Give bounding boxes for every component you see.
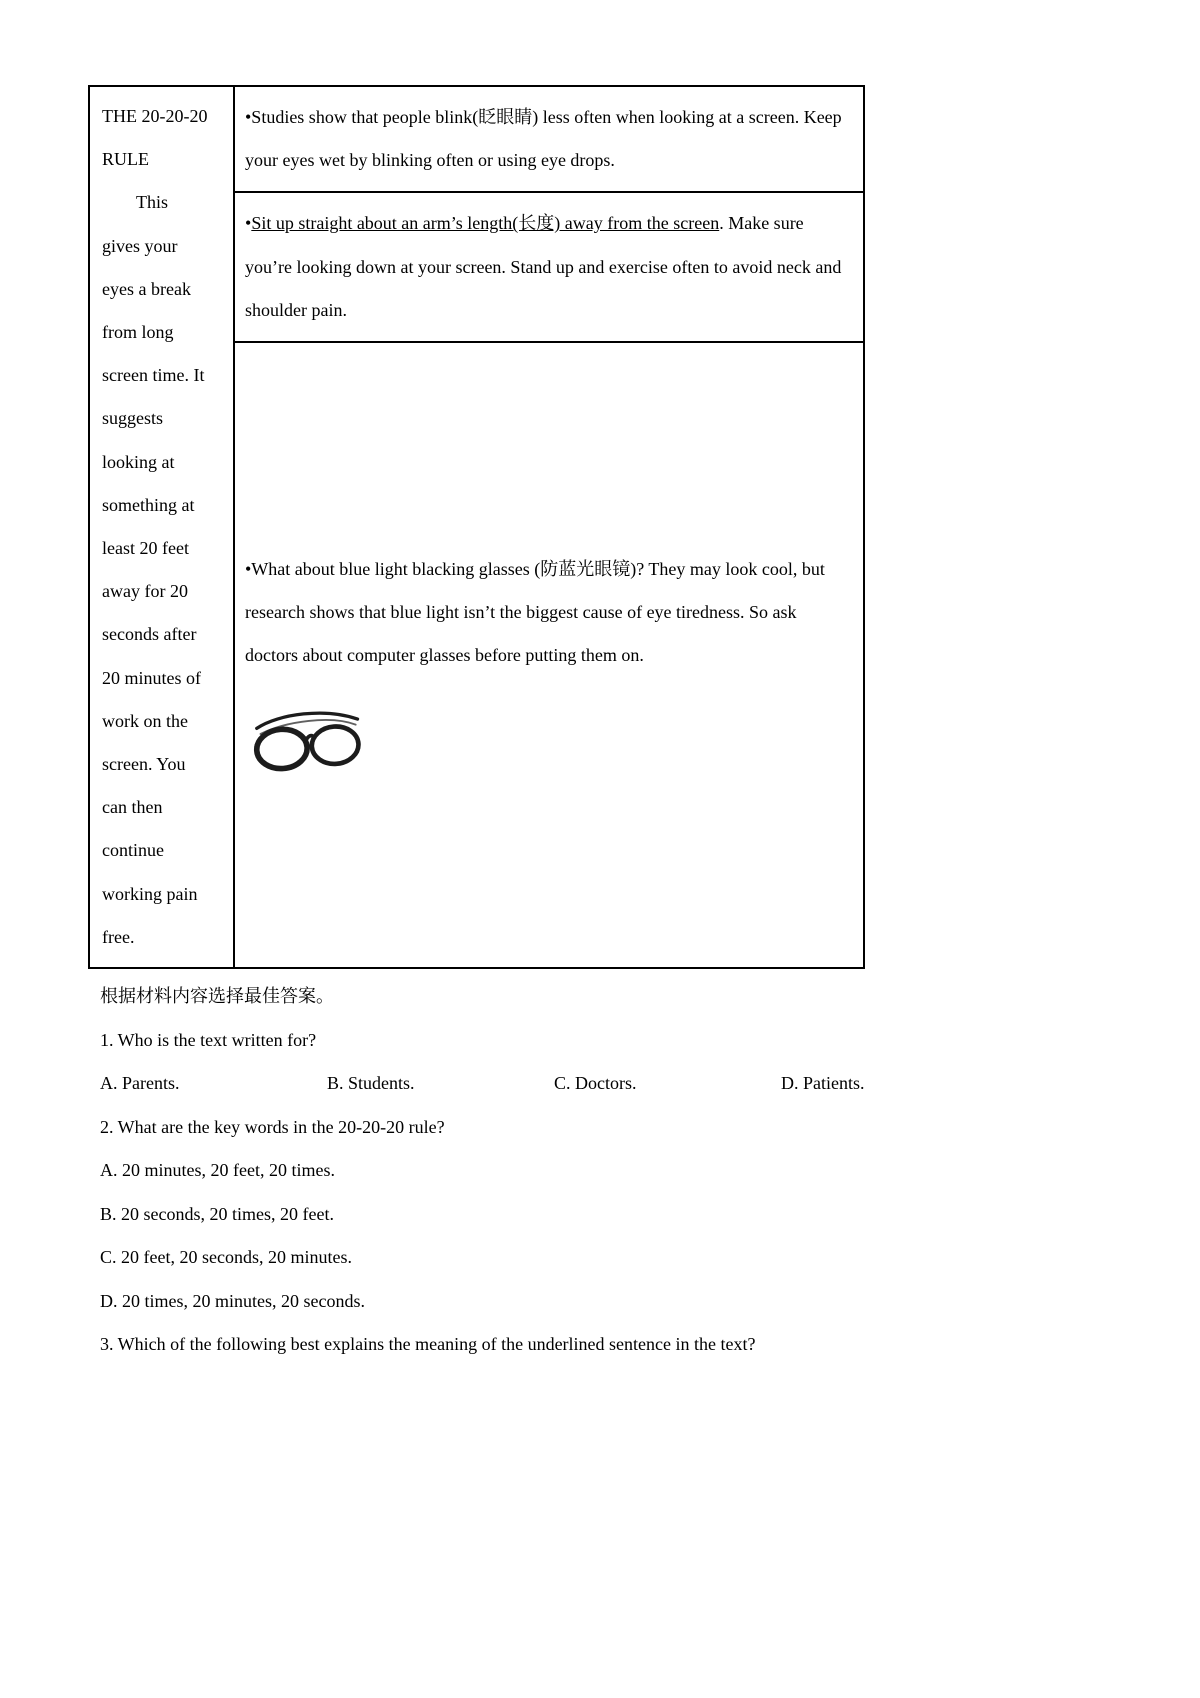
rule-text-line: least 20 feet	[102, 538, 189, 559]
question-1-options	[100, 1062, 1088, 1106]
option-c: C. Doctors.	[554, 1073, 637, 1094]
tip-glasses-item	[235, 341, 863, 967]
rule-text-line: working pain	[102, 883, 198, 904]
rule-text-line: screen. You	[102, 754, 186, 775]
glasses-icon	[253, 686, 849, 782]
tip-blink-text: •Studies show that people blink(眨眼睛) less often when looking at a screen. Keep your eyes wet by blinking often or using eye drops.	[245, 107, 842, 171]
rule-text-line: from long	[102, 322, 174, 343]
rule-text-line: gives your	[102, 235, 178, 256]
rule-text-line: looking at	[102, 451, 175, 472]
tip-glasses-text: •What about blue light blacking glasses (防蓝光眼镜)? They may look cool, but research shows that blue light isn’t the biggest cause of eye tiredness. So ask doctors about computer glasses before putting them on.	[245, 559, 825, 666]
rule-text-line: eyes a break	[102, 278, 191, 299]
rule-text-line: continue	[102, 840, 164, 861]
rule-text-line: free.	[102, 926, 135, 947]
rule-text-line: suggests	[102, 408, 164, 429]
rule-text-line: something at	[102, 494, 195, 515]
option-b: B. 20 seconds, 20 times, 20 feet.	[100, 1203, 334, 1224]
question-2: 2. What are the key words in the 20-20-20 rule?	[100, 1116, 445, 1137]
option-d: D. Patients.	[781, 1073, 865, 1094]
option-b: B. Students.	[327, 1073, 415, 1094]
rule-column	[90, 87, 235, 967]
rule-text-line: screen time. It	[102, 365, 205, 386]
question-1: 1. Who is the text written for?	[100, 1029, 317, 1050]
option-c: C. 20 feet, 20 seconds, 20 minutes.	[100, 1247, 352, 1268]
reading-passage-table	[88, 85, 865, 969]
tip-posture-text	[245, 202, 849, 332]
bullet: •	[245, 213, 252, 234]
rule-text-line: can then	[102, 797, 163, 818]
tips-column	[235, 87, 863, 967]
option-a: A. Parents.	[100, 1073, 180, 1094]
rule-title-line: THE 20-20-20	[102, 106, 208, 126]
rule-text-line: seconds after	[102, 624, 197, 645]
instruction-text: 根据材料内容选择最佳答案。	[100, 986, 334, 1007]
tip-posture-rest: . Make sure you’re looking down at your screen. Stand up and exercise often to avoid neck and shoulder pain.	[245, 213, 842, 320]
rule-text-line: This	[136, 192, 169, 213]
question-3: 3. Which of the following best explains the meaning of the underlined sentence in the text?	[100, 1334, 756, 1355]
option-a: A. 20 minutes, 20 feet, 20 times.	[100, 1160, 335, 1181]
questions-section	[88, 975, 1088, 1367]
rule-text-line: 20 minutes of	[102, 667, 201, 688]
rule-title-line: RULE	[102, 149, 149, 170]
underlined-sentence: Sit up straight about an arm’s length(长度) away from the screen	[251, 213, 720, 234]
rule-text-line: work on the	[102, 710, 188, 731]
option-d: D. 20 times, 20 minutes, 20 seconds.	[100, 1290, 365, 1311]
tip-blink-item	[235, 87, 863, 191]
tip-posture-item	[235, 191, 863, 341]
rule-text-line: away for 20	[102, 581, 188, 602]
